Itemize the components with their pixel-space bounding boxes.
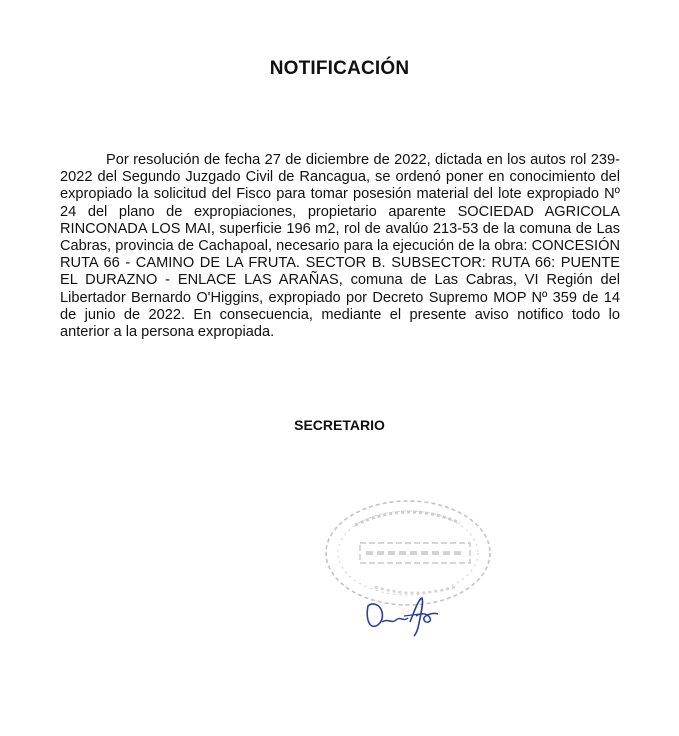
signatory-title: SECRETARIO (294, 417, 385, 433)
handwritten-signature-icon (360, 592, 455, 637)
notification-body: Por resolución de fecha 27 de diciembre de 2022, dictada en los autos rol 239-2022 del Segundo Juzgado Civil de Rancagua, se ordenó poner en conocimiento del expropiado la solicitud del Fisco para tomar posesión material del lote expropiado Nº 24 del plano de expropiaciones, propietario aparente SOCIEDAD AGRICOLA RINCONADA LOS MAI, superficie 196 m2, rol de avalúo 213-53 de la comuna de Las Cabras, provincia de Cachapoal, necesario para la ejecución de la obra: CONCESIÓN RUTA 66 - CAMINO DE LA FRUTA. SECTOR B. SUBSECTOR: RUTA 66: PUENTE EL DURAZNO - ENLACE LAS ARAÑAS, comuna de Las Cabras, VI Región del Libertador Bernardo O'Higgins, expropiado por Decreto Supremo MOP Nº 359 de 14 de junio de 2022. En consecuencia, mediante el presente aviso notifico todo lo anterior a la persona expropiada. (60, 152, 620, 341)
document-title: NOTIFICACIÓN (269, 58, 410, 79)
